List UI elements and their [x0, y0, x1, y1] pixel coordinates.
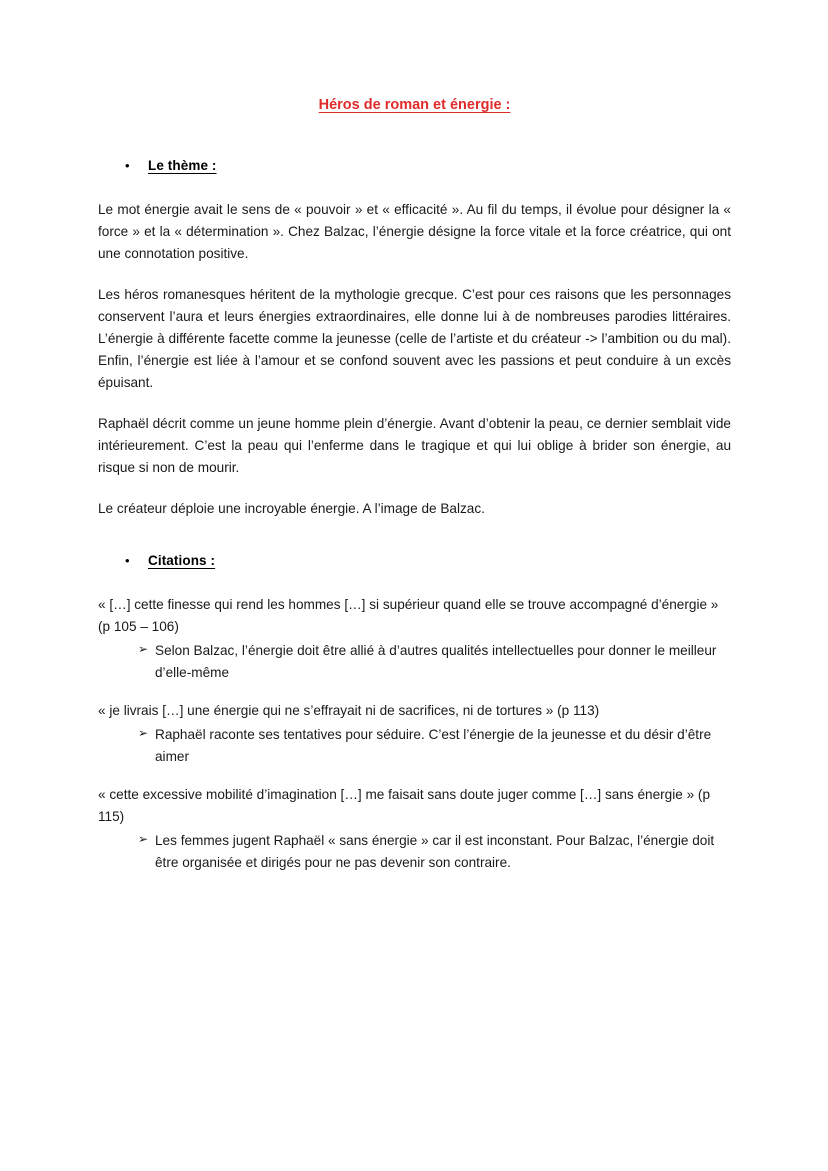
section-heading-theme-label: Le thème :	[148, 158, 217, 174]
citation-block	[98, 594, 731, 684]
citation-comment-item	[98, 640, 731, 684]
citation-comment-item	[98, 724, 731, 768]
section-heading-theme	[98, 158, 731, 173]
section-heading-citations	[98, 553, 731, 568]
paragraph-theme-1: Le mot énergie avait le sens de « pouvoir » et « efficacité ». Au fil du temps, il évolue pour désigner la « force » et la « détermination ». Chez Balzac, l’énergie désigne la force vitale et la force créatrice, qui ont une connotation positive.	[98, 202, 731, 262]
citation-block	[98, 784, 731, 874]
section-spacer	[98, 520, 731, 553]
bullet-dot-icon: •	[125, 553, 130, 569]
citation-comment-text: Selon Balzac, l’énergie doit être allié à d’autres qualités intellectuelles pour donner le meilleur d’elle-même	[155, 643, 717, 681]
section-heading-citations-label: Citations :	[148, 553, 216, 569]
citation-quote: « […] cette finesse qui rend les hommes […] si supérieur quand elle se trouve accompagné d’énergie » (p 105 – 106)	[98, 597, 719, 635]
page-title	[98, 96, 731, 114]
paragraph-theme-4: Le créateur déploie une incroyable énergie. A l’image de Balzac.	[98, 501, 485, 517]
citation-comment-text: Raphaël raconte ses tentatives pour séduire. C’est l’énergie de la jeunesse et du désir d’être aimer	[155, 727, 712, 765]
citation-quote: « cette excessive mobilité d’imagination […] me faisait sans doute juger comme […] sans énergie » (p 115)	[98, 787, 711, 825]
page-title-text: Héros de roman et énergie :	[318, 97, 511, 113]
citation-block	[98, 700, 731, 768]
document-content	[98, 96, 731, 890]
paragraph-theme-2: Les héros romanesques héritent de la mythologie grecque. C’est pour ces raisons que les personnages conservent l’aura et leurs énergies extraordinaires, elle donne lui à de nombreuses parodies littéraires. L’énergie à différente facette comme la jeunesse (celle de l’artiste et du créateur -> l’ambition ou du mal). Enfin, l’énergie est liée à l’amour et se confond souvent avec les passions et peut conduire à un excès épuisant.	[98, 287, 731, 391]
paragraph-theme-3: Raphaël décrit comme un jeune homme plein d’énergie. Avant d’obtenir la peau, ce dernier semblait vide intérieurement. C’est la peau qui l’enferme dans le tragique et qui lui oblige à brider son énergie, au risque si non de mourir.	[98, 416, 731, 476]
arrowhead-bullet-icon: ➢	[138, 832, 149, 847]
citation-quote: « je livrais […] une énergie qui ne s’effrayait ni de sacrifices, ni de tortures » (p 113)	[98, 703, 600, 719]
arrowhead-bullet-icon: ➢	[138, 642, 149, 657]
arrowhead-bullet-icon: ➢	[138, 726, 149, 741]
bullet-dot-icon: •	[125, 158, 130, 174]
citation-comment-text: Les femmes jugent Raphaël « sans énergie » car il est inconstant. Pour Balzac, l’énergie doit être organisée et dirigés pour ne pas devenir son contraire.	[155, 833, 715, 871]
citation-comment-item	[98, 830, 731, 874]
